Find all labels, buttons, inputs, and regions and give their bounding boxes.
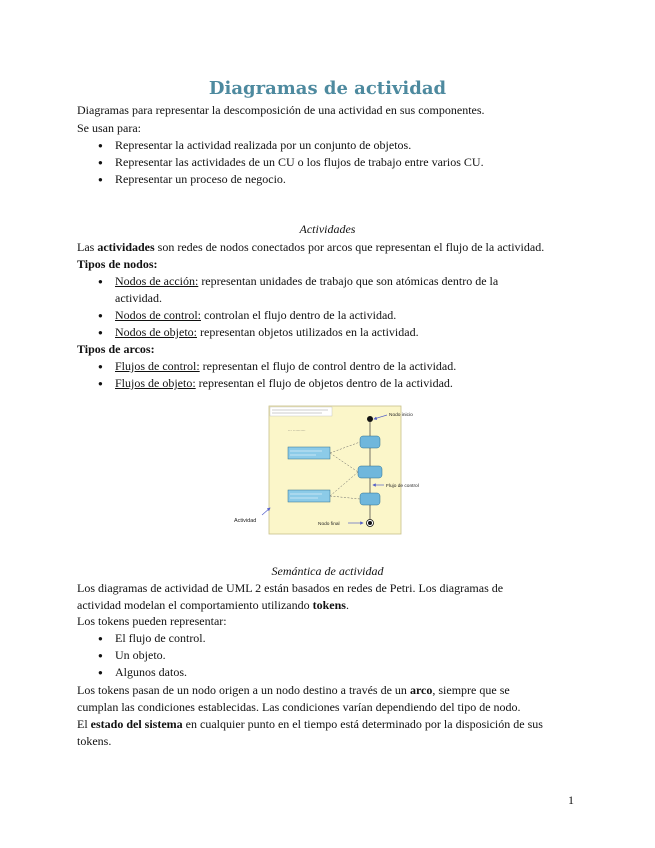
bold-term: tokens (312, 598, 346, 612)
intro-bullet-list (95, 137, 575, 188)
list-item: ● El flujo de control. (95, 630, 575, 647)
list-item: ● Un objeto. (95, 647, 575, 664)
bold-term: arco (409, 683, 433, 697)
semantica-line-6: El estado del sistema en cualquier punto en el tiempo está determinado por la disposición de sus (77, 717, 543, 731)
page-title: Diagramas de actividad (208, 78, 447, 99)
label-nodo-final: Nodo final (318, 522, 340, 527)
action-node (360, 436, 380, 448)
semantica-line-2: actividad modelan el comportamiento utilizando tokens. (77, 598, 349, 612)
page-number: 1 (568, 793, 574, 807)
diagram-name-tab (270, 407, 332, 416)
tipos-arcos-heading: Tipos de arcos: (77, 342, 155, 356)
semantica-line-1: Los diagramas de actividad de UML 2 están basados en redes de Petri. Los diagramas de (77, 581, 504, 595)
list-item: ● Algunos datos. (95, 664, 575, 681)
semantica-line-3: Los tokens pueden representar: (77, 614, 227, 628)
label-actividad: Actividad (234, 518, 257, 524)
semantica-line-5: cumplan las condiciones establecidas. Las condiciones varían dependiendo del tipo de nodo. (77, 700, 521, 714)
semantica-line-4: Los tokens pasan de un nodo origen a un nodo destino a través de un arco, siempre que se (77, 683, 510, 697)
action-node (358, 466, 382, 478)
list-item: ● Flujos de control: representan el flujo de control dentro de la actividad. (95, 358, 575, 375)
action-node (360, 493, 380, 505)
arcos-list (95, 358, 575, 392)
label-flujo-control: Flujo de control (386, 484, 419, 489)
list-item: ● Nodos de acción: representan unidades de trabajo que son atómicas dentro de la actividad. (95, 273, 535, 307)
tokens-list (95, 630, 575, 681)
list-item: ● Nodos de objeto: representan objetos utilizados en la actividad. (95, 324, 535, 341)
bold-term: estado del sistema (90, 717, 183, 731)
list-item: ● Representar la actividad realizada por un conjunto de objetos. (95, 137, 575, 154)
section-heading-semantica: Semántica de actividad (271, 564, 384, 578)
nodos-list (95, 273, 535, 341)
initial-node (367, 416, 373, 422)
object-node (288, 447, 330, 459)
tipos-nodos-heading: Tipos de nodos: (77, 257, 158, 271)
section-heading-actividades: Actividades (299, 222, 356, 236)
intro-line-1: Diagramas para representar la descomposición de una actividad en sus componentes. (77, 103, 485, 117)
list-item: ● Representar las actividades de un CU o los flujos de trabajo entre varios CU. (95, 154, 575, 171)
object-node (288, 490, 330, 502)
actividades-paragraph: Las actividades son redes de nodos conectados por arcos que representan el flujo de la actividad. (77, 240, 545, 254)
list-item: ● Flujos de objeto: representan el flujo de objetos dentro de la actividad. (95, 375, 575, 392)
label-nodo-inicio: Nodo inicio (389, 413, 413, 418)
intro-line-2: Se usan para: (77, 121, 141, 135)
list-item: ● Representar un proceso de negocio. (95, 171, 575, 188)
bold-term: actividades (97, 240, 155, 254)
activity-diagram-image (232, 405, 432, 535)
list-item: ● Nodos de control: controlan el flujo dentro de la actividad. (95, 307, 535, 324)
svg-text:... ..........: ... .......... (288, 427, 306, 432)
semantica-line-7: tokens. (77, 734, 112, 748)
